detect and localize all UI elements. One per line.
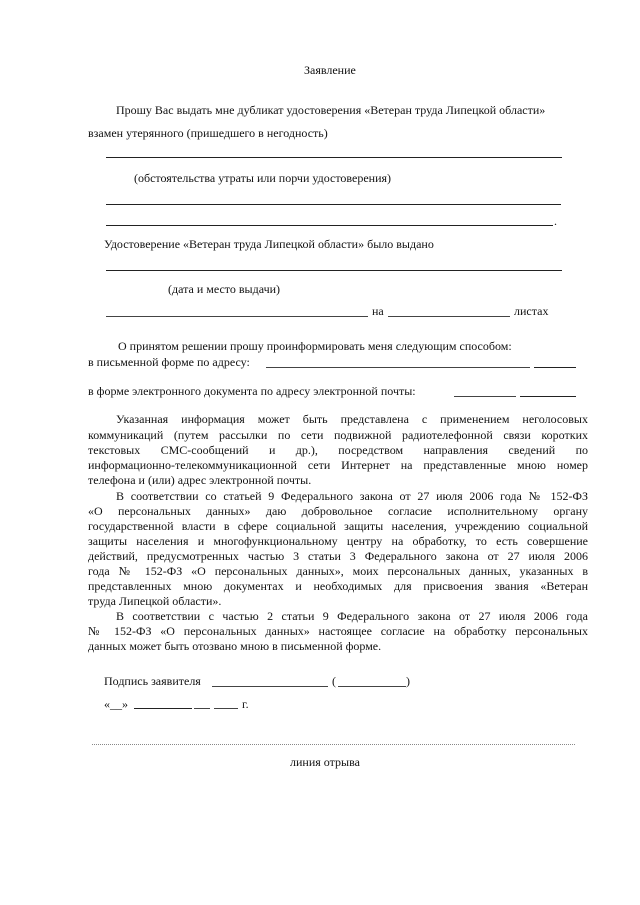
consent-paragraph-line: государственной власти в сфере социальной защиты населения, учреждению социальной: [88, 519, 588, 533]
notify-electronic: в форме электронного документа по адресу электронной почты:: [88, 384, 416, 398]
sheets-count-input-line[interactable]: [388, 316, 510, 317]
email-input-line[interactable]: [454, 396, 516, 397]
date-year-input-line-2[interactable]: [214, 708, 238, 709]
notify-line-1: О принятом решении прошу проинформировать меня следующим способом:: [118, 339, 512, 353]
year-suffix: г.: [242, 697, 249, 711]
signature-open-paren: (: [332, 674, 336, 688]
request-line-2: взамен утерянного (пришедшего в негодность): [88, 126, 328, 140]
notify-written: в письменной форме по адресу:: [88, 355, 250, 369]
signature-input-line[interactable]: [212, 686, 328, 687]
signature-label: Подпись заявителя: [104, 674, 201, 688]
document-title: Заявление: [304, 63, 356, 77]
circumstances-caption: (обстоятельства утраты или порчи удостоверения): [134, 171, 392, 185]
consent-paragraph-line: В соответствии со статьей 9 Федерального закона от 27 июля 2006 года № 152-ФЗ: [116, 489, 588, 503]
cut-line: [92, 744, 575, 745]
signature-close-paren: ): [406, 674, 410, 688]
circumstances-input-line[interactable]: [106, 157, 562, 158]
date-place-caption: (дата и место выдачи): [168, 282, 281, 296]
info-paragraph-line: Указанная информация может быть представлена с применением неголосовых: [116, 412, 588, 426]
consent-paragraph-line: года № 152-ФЗ «О персональных данных», моих персональных данных, указанных в: [88, 564, 588, 578]
line-period: .: [554, 214, 557, 228]
date-month-input-line[interactable]: [134, 708, 192, 709]
consent-paragraph-line: труда Липецкой области».: [88, 594, 222, 608]
info-paragraph-line: коммуникаций (путем рассылки по сети подвижной радиотелефонной связи коротких: [88, 428, 588, 442]
date-day: «__»: [104, 697, 128, 711]
info-paragraph-line: телефона и (или) адрес электронной почты.: [88, 473, 312, 487]
consent-paragraph-line: «О персональных данных» даю добровольное согласие исполнительному органу: [88, 504, 588, 518]
on-label: на: [372, 304, 384, 318]
consent-paragraph-line: представленных мною документах и необходимых для присвоения звания «Ветеран: [88, 579, 588, 593]
date-year-input-line[interactable]: [194, 708, 210, 709]
written-address-input-line-2[interactable]: [534, 367, 576, 368]
cut-line-label: линия отрыва: [290, 755, 360, 769]
written-address-input-line[interactable]: [266, 367, 530, 368]
email-input-line-2[interactable]: [520, 396, 576, 397]
circumstances-line-2[interactable]: [106, 204, 561, 205]
date-place-input-line[interactable]: [106, 316, 368, 317]
revoke-paragraph-line: данных может быть отозвано мною в письменной форме.: [88, 639, 382, 653]
signature-name-input-line[interactable]: [338, 686, 406, 687]
circumstances-line-3[interactable]: [106, 225, 553, 226]
info-paragraph-line: текстовых СМС-сообщений и др.), посредством направления сведений по: [88, 443, 588, 457]
revoke-paragraph-line: № 152-ФЗ «О персональных данных» настоящее согласие на обработку персональных: [88, 624, 588, 638]
consent-paragraph-line: действий, предусмотренных частью 3 статьи 3 Федерального закона от 27 июля 2006: [88, 549, 588, 563]
sheets-label: листах: [514, 304, 549, 318]
issued-input-line[interactable]: [106, 270, 562, 271]
issued-text: Удостоверение «Ветеран труда Липецкой области» было выдано: [104, 237, 434, 251]
revoke-paragraph-line: В соответствии с частью 2 статьи 9 Федерального закона от 27 июля 2006 года: [116, 609, 588, 623]
info-paragraph-line: информационно-телекоммуникационной сети Интернет на представленные мною номер: [88, 458, 588, 472]
consent-paragraph-line: защиты населения и многофункциональному центру на обработку, то есть совершение: [88, 534, 588, 548]
request-line-1: Прошу Вас выдать мне дубликат удостоверения «Ветеран труда Липецкой области»: [116, 103, 546, 117]
